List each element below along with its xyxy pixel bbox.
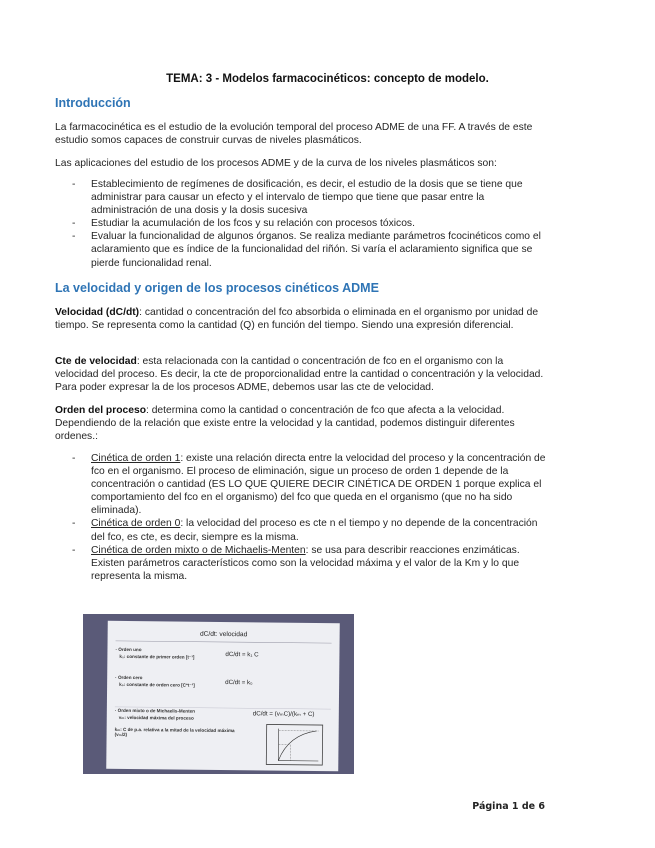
kinetic-orders-list [72, 452, 548, 583]
cte-velocidad-paragraph [55, 355, 547, 394]
page-title: TEMA: 3 - Modelos farmacocinéticos: concepto de modelo. [166, 73, 489, 85]
slide-row-sublabel: k₀: constante de orden cero [C*t⁻¹] [119, 681, 195, 688]
term-orden-proceso: Orden del proceso [55, 405, 146, 416]
order-term: Cinética de orden mixto o de Michaelis-Menten [91, 544, 306, 556]
velocidad-paragraph [55, 306, 547, 332]
order-text: : la velocidad del proceso es cte n el tiempo y no depende de la concentración del fco, es cte, es decir, siempre es la misma. [91, 518, 538, 543]
list-item [72, 517, 548, 543]
orden-proceso-paragraph [55, 404, 547, 443]
order-text: : existe una relación directa entre la velocidad del proceso y la concentración de fco en el organismo. El proceso de eliminación, sigue un proceso de orden 1 depende de la concentración o cantidad (ES LO QUE QUIERE DECIR CINÉTICA DE ORDEN 1 porque explica el comportamiento del fco en el organismo) del fco que queda en el organismo (que no ha sido eliminada). [91, 453, 546, 517]
list-item: - Evaluar la funcionalidad de algunos órganos. Se realiza mediante parámetros fcocinéticos como el aclaramiento que es índice de la funcionalidad del riñón. Si varía el aclaramiento significa que se pierde funcionalidad renal. [72, 230, 548, 269]
slide-graphics [106, 621, 340, 771]
list-item [72, 544, 548, 583]
order-term: Cinética de orden 0 [91, 518, 181, 530]
applications-list [72, 178, 548, 270]
slide-row-label: · Orden uno [115, 646, 142, 653]
slide-formula: dC/dt = k₀ [225, 679, 253, 687]
section-heading-intro: Introducción [55, 96, 131, 110]
list-item: - Establecimiento de regímenes de dosificación, es decir, el estudio de la dosis que se tiene que administrar para causar un efecto y el intervalo de tiempo que tiene que pasar entre la administración de una dosis y la dosis sucesiva [72, 178, 548, 217]
slide-row-label: · Orden cero [115, 674, 143, 681]
term-cte-velocidad: Cte de velocidad [55, 356, 137, 367]
slide-row-sublabel: vₘ: velocidad máxima del proceso [118, 714, 194, 721]
slide-formula: dC/dt = k₁ C [225, 651, 259, 659]
intro-paragraph-1: La farmacocinética es el estudio de la evolución temporal del proceso ADME de una FF. A través de este estudio somos capaces de construir curvas de niveles plasmáticos. [55, 122, 533, 147]
cte-velocidad-definition: : esta relacionada con la cantidad o concentración de fco en el organismo con la velocidad del proceso. Es decir, la cte de proporcionalidad entre la cantidad o concentración y la velocidad. Para poder expresar la de los procesos ADME, debemos usar las cte de velocidad. [55, 356, 544, 394]
slide-photo [83, 614, 354, 774]
slide-km-note: kₘ: C de p.a. relativa a la mitad de la velocidad máxima (vₘ/2) [114, 726, 235, 738]
slide-row-sublabel: k₁: constante de primer orden [t⁻¹] [119, 653, 195, 660]
page-number: Página 1 de 6 [472, 801, 545, 812]
list-item [72, 452, 548, 517]
intro-paragraph-2: Las aplicaciones del estudio de los procesos ADME y de la curva de los niveles plasmáticos son: [55, 158, 497, 169]
section-heading-velocidad: La velocidad y origen de los procesos cinéticos ADME [55, 281, 379, 295]
slide-formula: dC/dt = (vₘC)/(kₘ + C) [252, 710, 315, 718]
term-velocidad: Velocidad (dC/dt) [55, 307, 140, 318]
list-item: - Estudiar la acumulación de los fcos y su relación con procesos tóxicos. [72, 217, 548, 230]
slide-row-label: · Orden mixto o de Michaelis-Menten [114, 707, 196, 714]
velocidad-definition: : cantidad o concentración del fco absorbida o eliminada en el organismo por unidad de tiempo. Se representa como la cantidad (Q) en función del tiempo. Siendo una expresión diferencial. [55, 307, 539, 332]
order-term: Cinética de orden 1 [91, 453, 181, 464]
orden-proceso-definition: : determina como la cantidad o concentración de fco que afecta a la velocidad. Dependiendo de la relación que existe entre la velocidad y la cantidad, podemos distinguir diferentes ordenes.: [55, 405, 515, 443]
order-text: : se usa para describir reacciones enzimáticas. Existen parámetros característicos como son la velocidad máxima y el valor de la Km y lo que representa la misma. [91, 544, 520, 582]
slide-sheet [106, 621, 340, 771]
slide-heading: dC/dt: velocidad [199, 630, 248, 639]
